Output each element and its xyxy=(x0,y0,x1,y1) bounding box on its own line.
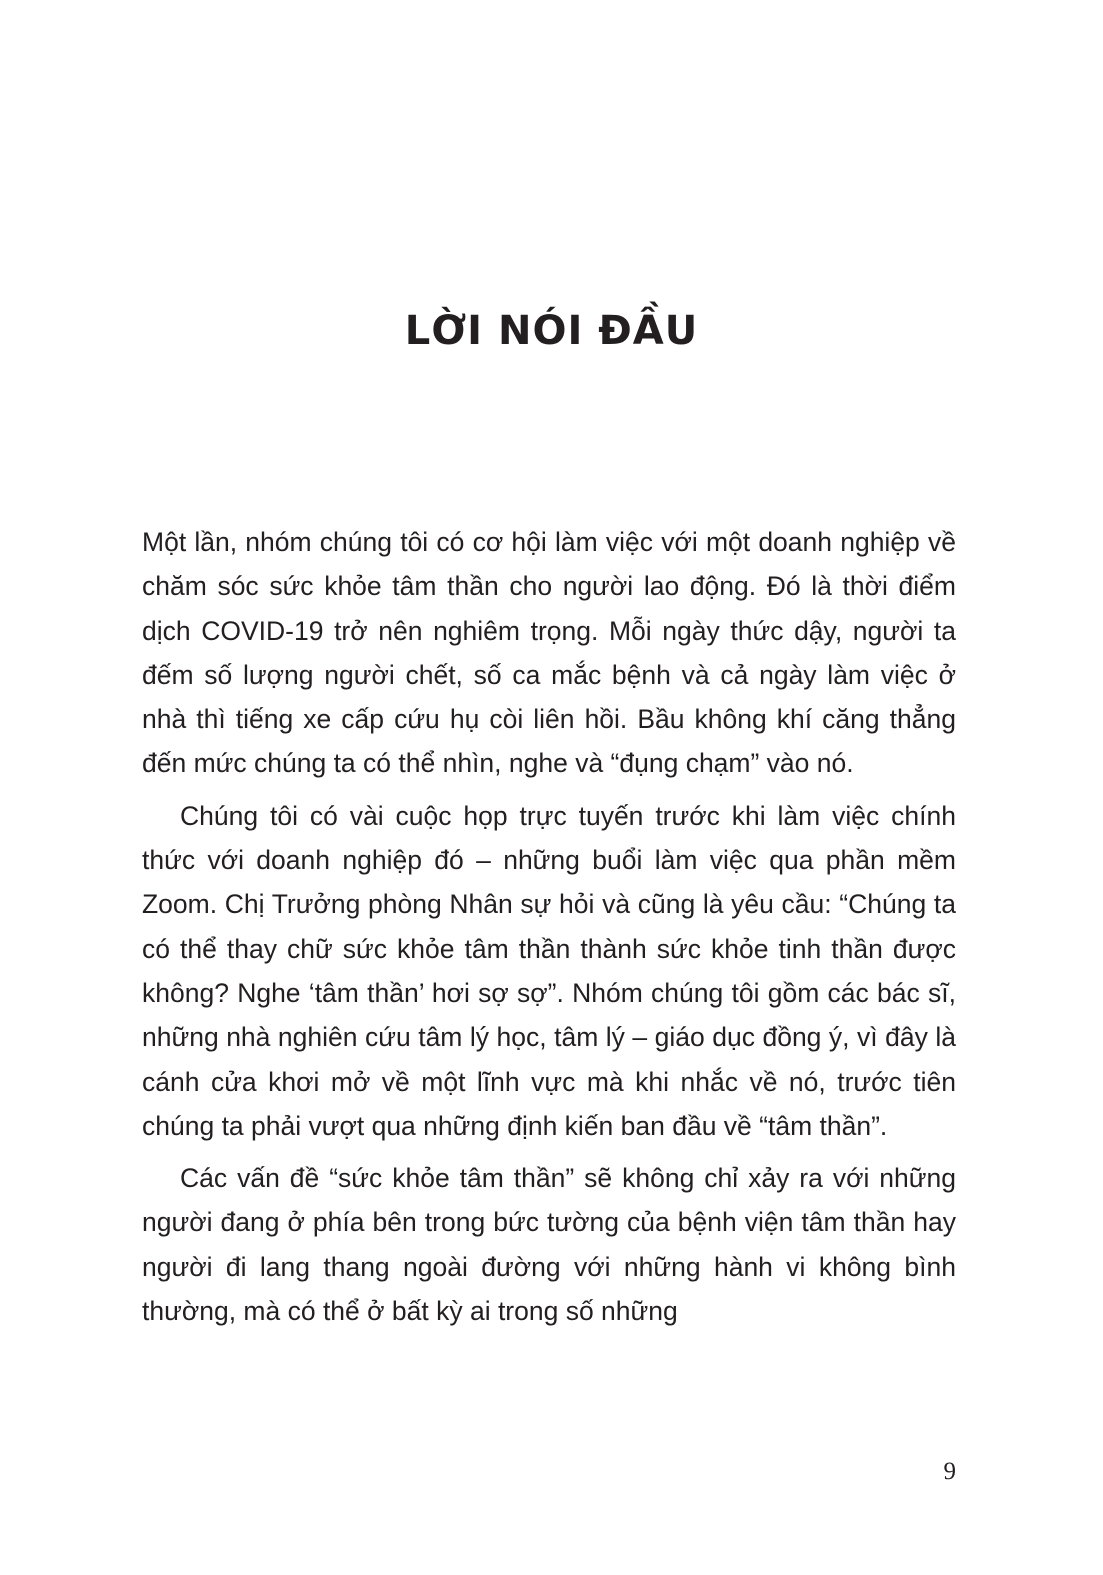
page-number: 9 xyxy=(943,1458,956,1485)
paragraph-2: Chúng tôi có vài cuộc họp trực tuyến trước khi làm việc chính thức với doanh nghiệp đó – những buổi làm việc qua phần mềm Zoom. Chị Trưởng phòng Nhân sự hỏi và cũng là yêu cầu: “Chúng ta có thể thay chữ sức khỏe tâm thần thành sức khỏe tinh thần được không? Nghe ‘tâm thần’ hơi sợ sợ”. Nhóm chúng tôi gồm các bác sĩ, những nhà nghiên cứu tâm lý học, tâm lý – giáo dục đồng ý, vì đây là cánh cửa khơi mở về một lĩnh vực mà khi nhắc về nó, trước tiên chúng ta phải vượt qua những định kiến ban đầu về “tâm thần”. xyxy=(142,800,956,1141)
body-text xyxy=(142,520,956,1341)
paragraph-1: Một lần, nhóm chúng tôi có cơ hội làm việc với một doanh nghiệp về chăm sóc sức khỏe tâm thần cho người lao động. Đó là thời điểm dịch COVID-19 trở nên nghiêm trọng. Mỗi ngày thức dậy, người ta đếm số lượng người chết, số ca mắc bệnh và cả ngày làm việc ở nhà thì tiếng xe cấp cứu hụ còi liên hồi. Bầu không khí căng thẳng đến mức chúng ta có thể nhìn, nghe và “đụng chạm” vào nó. xyxy=(142,527,956,779)
chapter-title: LỜI NÓI ĐẦU xyxy=(404,308,699,354)
paragraph-3: Các vấn đề “sức khỏe tâm thần” sẽ không chỉ xảy ra với những người đang ở phía bên trong bức tường của bệnh viện tâm thần hay người đi lang thang ngoài đường với những hành vi không bình thường, mà có thể ở bất kỳ ai trong số những xyxy=(142,1163,956,1327)
